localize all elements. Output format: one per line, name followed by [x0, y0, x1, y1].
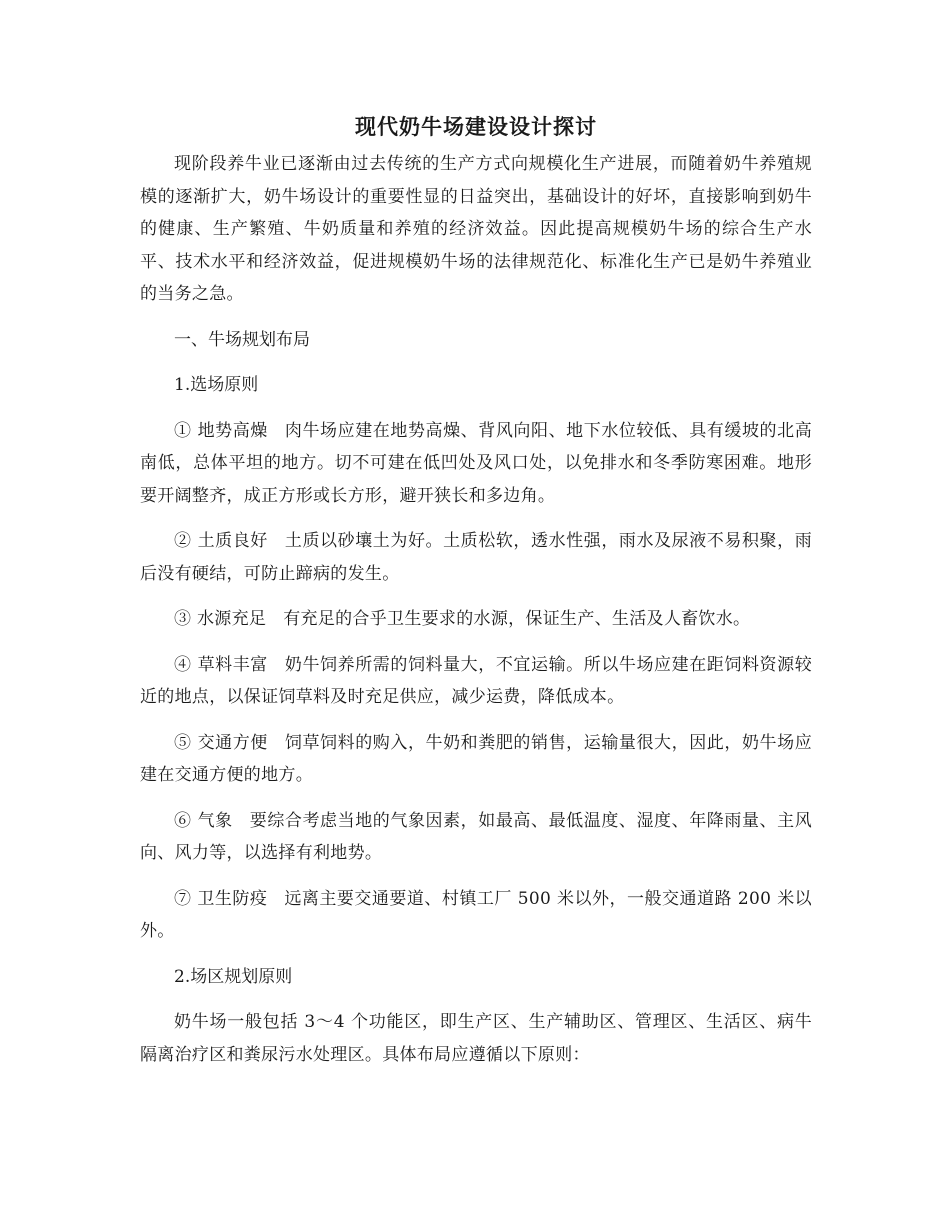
- principle-label: ④ 草料丰富: [174, 654, 268, 675]
- principle-label: ① 地势高燥: [174, 420, 268, 441]
- closing-paragraph: 奶牛场一般包括 3～4 个功能区，即生产区、生产辅助区、管理区、生活区、病牛隔离治疗区和粪尿污水处理区。具体布局应遵循以下原则：: [140, 1012, 812, 1065]
- document-page: [140, 110, 812, 1084]
- principle-label: ⑤ 交通方便: [174, 732, 268, 753]
- principle-item: [140, 649, 812, 714]
- principle-text: 有充足的合乎卫生要求的水源，保证生产、生活及人畜饮水。: [283, 609, 751, 629]
- subsection-heading-site-selection: 1.选场原则: [174, 375, 259, 395]
- intro-paragraph: 现阶段养牛业已逐渐由过去传统的生产方式向规模化生产进展，而随着奶牛养殖规模的逐渐扩大，奶牛场设计的重要性显的日益突出，基础设计的好坏，直接影响到奶牛的健康、生产繁殖、牛奶质量和养殖的经济效益。因此提高规模奶牛场的综合生产水平、技术水平和经济效益，促进规模奶牛场的法律规范化、标准化生产已是奶牛养殖业的当务之急。: [140, 154, 812, 304]
- document-title: 现代奶牛场建设设计探讨: [355, 114, 597, 139]
- principle-text: 肉牛场应建在地势高燥、背风向阳、地下水位较低、具有缓坡的北高南低，总体平坦的地方。切不可建在低凹处及风口处，以免排水和冬季防寒困难。地形要开阔整齐，成正方形或长方形，避开狭长和多边角。: [140, 420, 812, 506]
- principle-text: 土质以砂壤土为好。土质松软，透水性强，雨水及尿液不易积聚，雨后没有硬结，可防止蹄病的发生。: [140, 531, 812, 584]
- principle-label: ② 土质良好: [174, 531, 268, 551]
- principle-text: 要综合考虑当地的气象因素，如最高、最低温度、湿度、年降雨量、主风向、风力等，以选择有利地势。: [140, 810, 812, 863]
- principle-label: ⑥ 气象: [174, 810, 233, 831]
- principle-item: [140, 883, 812, 948]
- principle-item: [140, 525, 812, 590]
- section-heading-layout: 一、牛场规划布局: [174, 329, 310, 350]
- principle-item: [140, 727, 812, 792]
- principle-item: [140, 805, 812, 870]
- principle-item: [140, 603, 812, 636]
- principle-text: 奶牛饲养所需的饲料量大，不宜运输。所以牛场应建在距饲料资源较近的地点，以保证饲草料及时充足供应，减少运费，降低成本。: [140, 654, 812, 707]
- principle-label: ⑦ 卫生防疫: [174, 888, 268, 909]
- principle-text: 饲草饲料的购入，牛奶和粪肥的销售，运输量很大，因此，奶牛场应建在交通方便的地方。: [140, 732, 812, 785]
- principle-item: [140, 415, 812, 513]
- principle-label: ③ 水源充足: [174, 609, 267, 629]
- subsection-heading-zoning: 2.场区规划原则: [174, 966, 293, 987]
- principle-text: 远离主要交通要道、村镇工厂 500 米以外，一般交通道路 200 米以外。: [140, 888, 812, 941]
